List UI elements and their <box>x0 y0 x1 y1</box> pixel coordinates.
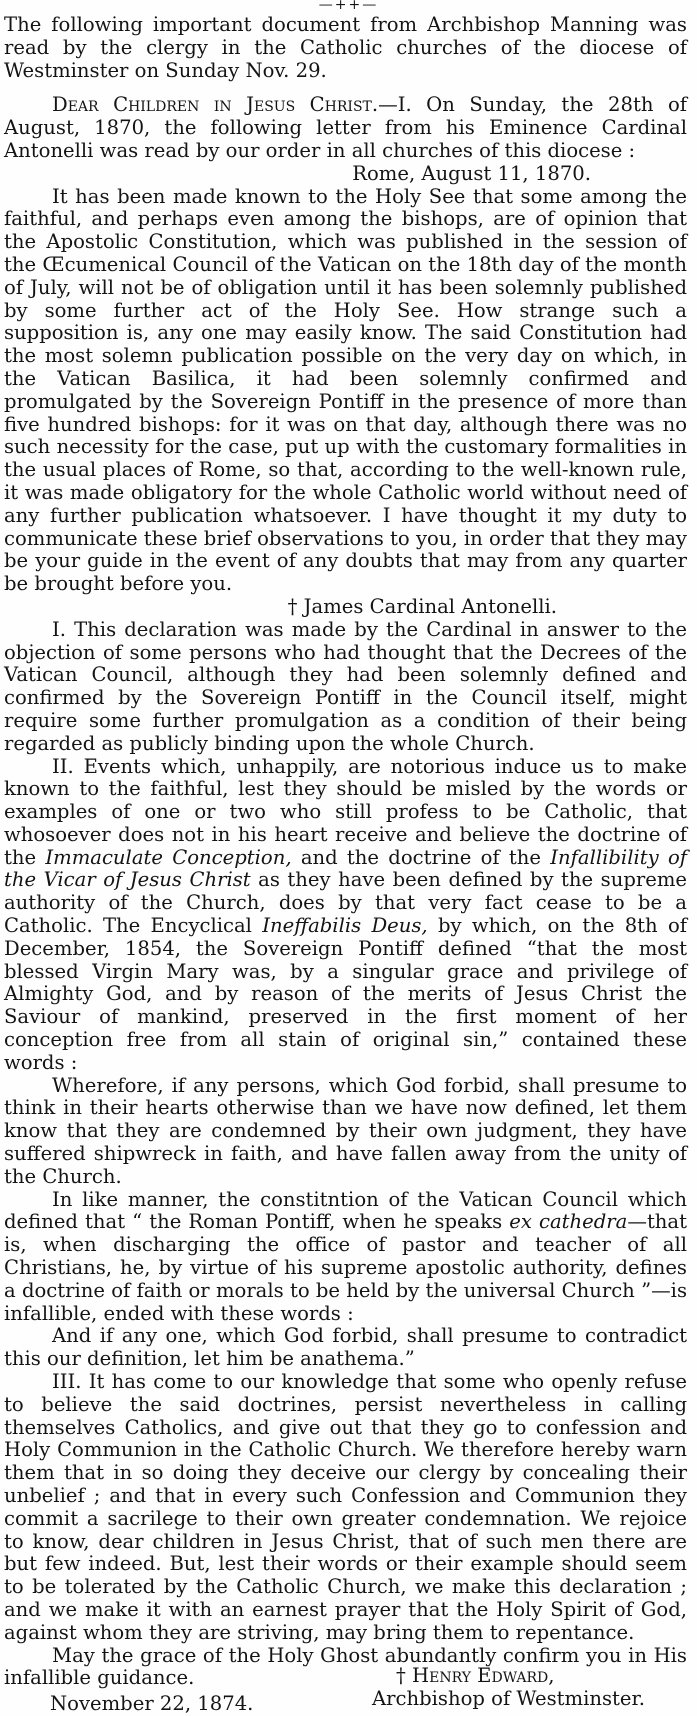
paragraph-like-italic: ex cathedra <box>509 1210 628 1234</box>
signature-title: Archbishop of Westminster. <box>372 1687 645 1710</box>
paragraph-grace: May the grace of the Holy Ghost abundantly confirm you in His infallible guidance. <box>4 1643 687 1690</box>
paragraph-II-text-d: by which, on the 8th of December, 1854, the Sovereign Pontiff defined “that the most blessed Virgin Mary was, by a singular grace and privilege of Almighty God, and by reason of the merits of Jesus Christ the Saviour of mankind, preserved in the first moment of her conception free from all stain of original sin,” contained these words : <box>4 914 688 1074</box>
paragraph-II-text-a: II. Events which, unhappily, are notorious induce us to make known to the faithful, lest they should be misled by the words or examples of one or two who still profess to be Catholic, that whosoever does not in his heart receive and believe the doctrine of the <box>4 754 687 869</box>
paragraph-I: I. This declaration was made by the Cardinal in answer to the objection of some persons who had thought that the Decrees of the Vatican Council, although they had been solemnly defined and confirmed by the Sovereign Pontiff in the Council itself, might require some further promulgation as a condition of their being regarded as publicly binding upon the whole Church. <box>4 617 687 755</box>
paragraph-anathema: And if any one, which God forbid, shall presume to contradict this our definition, let him be anathema.” <box>4 1324 687 1371</box>
paragraph-II-italic-2: Infallibility of the Vicar of Jesus Christ <box>4 845 687 892</box>
paragraph-II-text-b: and the doctrine of the <box>291 845 551 869</box>
closing-date: November 22, 1874. <box>50 1692 254 1715</box>
letter-signature: † James Cardinal Antonelli. <box>287 594 557 618</box>
paragraph-II-text-c: as they have been defined by the supreme authority of the Church, does by that very fact cease to be a Catholic. The Encyclical <box>4 868 688 938</box>
paragraph-II-italic-3: Ineffabilis Deus, <box>262 914 428 938</box>
paragraph-III: III. It has come to our knowledge that some who openly refuse to believe the said doctrines, persist nevertheless in calling themselves Catholics, and give out that they go to confession and Holy Communion in the Catholic Church. We therefore hereby warn them that in so doing they deceive our clergy by concealing their unbelief ; and that in every such Confession and Communion they commit a sacrilege to their own greater condemnation. We rejoice to know, dear children in Jesus Christ, that of such men there are but few indeed. But, lest their words or their example should seem to be tolerated by the Catholic Church, we make this declaration ; and we make it with an earnest prayer that the Holy Spirit of God, against whom they are striving, may bring them to repentance. <box>4 1370 687 1644</box>
paragraph-like-text-a: In like manner, the constitntion of the Vatican Council which defined that “ the Roman Pontiff, when he speaks <box>4 1187 687 1234</box>
intro-paragraph: The following important document from Archbishop Manning was read by the clergy in the Catholic churches of the diocese of Westminster on Sunday Nov. 29. <box>4 13 687 82</box>
salutation-paragraph <box>4 94 687 162</box>
archbishop-signature <box>372 1664 645 1710</box>
letter-dateline: Rome, August 11, 1870. <box>352 161 591 185</box>
para-I-head: —I. On Sunday, the 28th of August, 1870, the following letter from his Eminence Cardinal Antonelli was read by our order in all churches of this diocese : <box>4 93 687 162</box>
paragraph-in-like-manner <box>4 1189 687 1326</box>
letter-body: It has been made known to the Holy See that some among the faithful, and perhaps even among the bishops, are of opinion that the Apostolic Constitution, which was published in the session of the Œcumenical Council of the Vatican on the 18th day of the month of July, will not be of obligation until it has been solemnly published by some further act of the Holy See. How strange such a supposition is, any one may easily know. The said Constitution had the most solemn publication possible on the very day on which, in the Vatican Basilica, it had been solemnly confirmed and promulgated by the Sovereign Pontiff in the presence of more than five hundred bishops: for it was on that day, although there was no such necessity for the case, put up with the customary formalities in the usual places of Rome, so that, according to the well-known rule, it was made obligatory for the whole Catholic world without need of any further publication whatsoever. I have thought it my duty to communicate these brief observations to you, in order that they may be your guide in the event of any doubts that may from any quarter be brought before you. <box>4 184 687 596</box>
paragraph-like-text-b: —that is, when discharging the office of pastor and teacher of all Christians, he, by virtue of his supreme apostolic authority, defines a doctrine of faith or morals to be held by the universal Church ”—is infallible, ended with these words : <box>4 1210 687 1325</box>
article-body <box>4 14 687 1690</box>
paragraph-II-italic-1: Immaculate Conception, <box>45 845 292 869</box>
salutation: Dear Children in Jesus Christ. <box>52 93 379 117</box>
header-ornament: —++— <box>318 0 379 13</box>
paragraph-wherefore: Wherefore, if any persons, which God forbid, shall presume to think in their hearts otherwise than we have now defined, let them know that they are condemned by their own judgment, they have suffered shipwreck in faith, and have fallen away from the unity of the Church. <box>4 1073 687 1188</box>
paragraph-II <box>4 756 687 1075</box>
signature-name: † Henry Edward, <box>396 1664 555 1687</box>
